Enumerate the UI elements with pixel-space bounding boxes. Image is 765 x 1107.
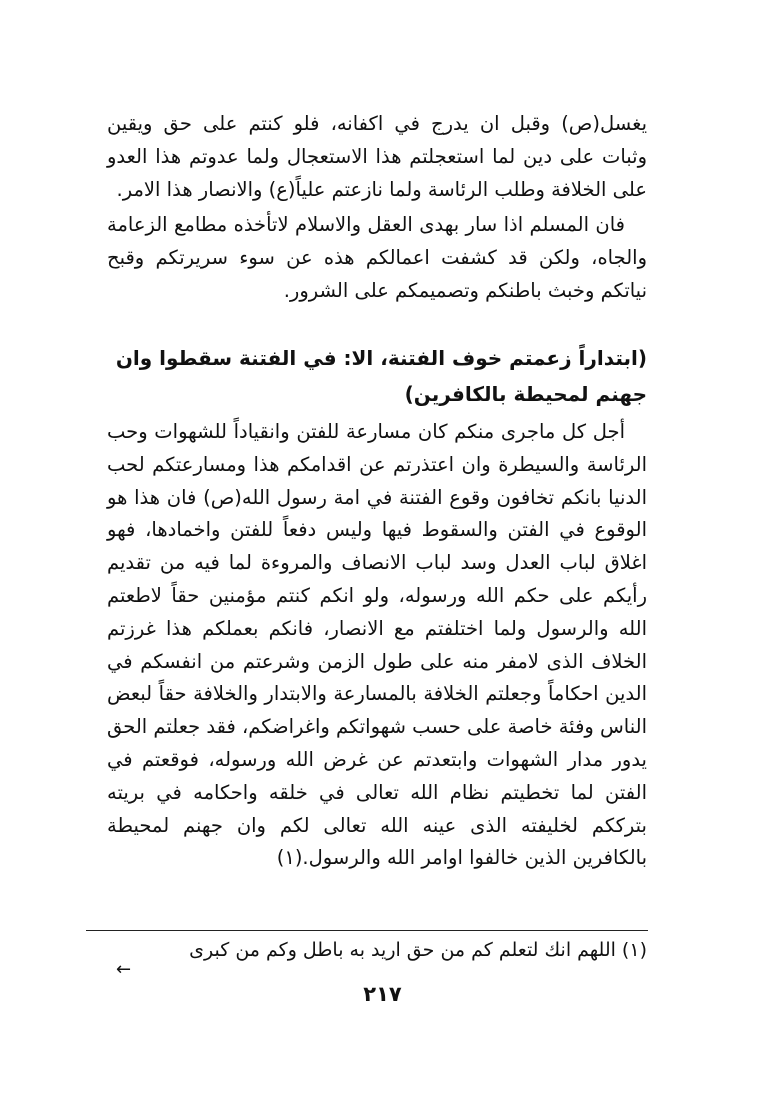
paragraph-2: فان المسلم اذا سار بهدى العقل والاسلام لاتأخذه مطامع الزعامة والجاه، ولكن قد كشفت اعمالكم هذه عن سوء سريرتكم وقبح نياتكم وخبث باطنكم وتصميمكم على الشرور. <box>107 213 647 302</box>
section-heading: (ابتداراً زعمتم خوف الفتنة، الا: في الفتنة سقطوا وان جهنم لمحيطة بالكافرين) <box>115 346 647 406</box>
continuation-arrow-icon: ← <box>116 959 132 980</box>
footnote-text: (١) اللهم انك لتعلم كم من حق اريد به باطل وكم من كبرى <box>189 939 647 961</box>
paragraph-3: أجل كل ماجرى منكم كان مسارعة للفتن وانقياداً للشهوات وحب الرئاسة والسيطرة وان اعتذرتم عن اقدامكم هذا ومسارعتكم لحب الدنيا بانكم تخافون وقوع الفتنة في امة رسول الله(ص) فان هذا هو الوقوع في الفتن والسقوط فيها وليس دفعاً للفتن واخمادها، فهو اغلاق لباب العدل وسد لباب الانصاف والمروءة لما فيه من تقديم رأيكم على حكم الله ورسوله، ولو انكم كنتم مؤمنين حقاً لاطعتم الله والرسول ولما اختلفتم مع الانصار، فانكم بعملكم هذا غرزتم الخلاف الذى لامفر منه على طول الزمن وشرعتم من انفسكم في الدين احكاماً وجعلتم الخلافة بالمسارعة والابتدار والخلافة حقاً لبعض الناس وفئة خاصة على حسب شهواتكم واغراضكم، فقد جعلتم الحق يدور مدار الشهوات وابتعدتم عن غرض الله ورسوله، فوقعتم في الفتن لما تخطيتم نظام الله تعالى في خلقه واحكامه في بريته بترككم لخليفته الذى عينه الله تعالى لكم وان جهنم لمحيطة بالكافرين الذين خالفوا اوامر الله والرسول.(١) <box>106 420 647 870</box>
footnote-divider <box>86 930 648 931</box>
paragraph-1: يغسل(ص) وقبل ان يدرج في اكفانه، فلو كنتم على حق ويقين وثبات على دين لما استعجلتم هذا الاستعجال ولما عدوتم هذا العدو على الخلافة وطلب الرئاسة ولما نازعتم علياً(ع) والانصار هذا الامر. <box>107 112 647 201</box>
page-number: ٢١٧ <box>363 982 402 1006</box>
